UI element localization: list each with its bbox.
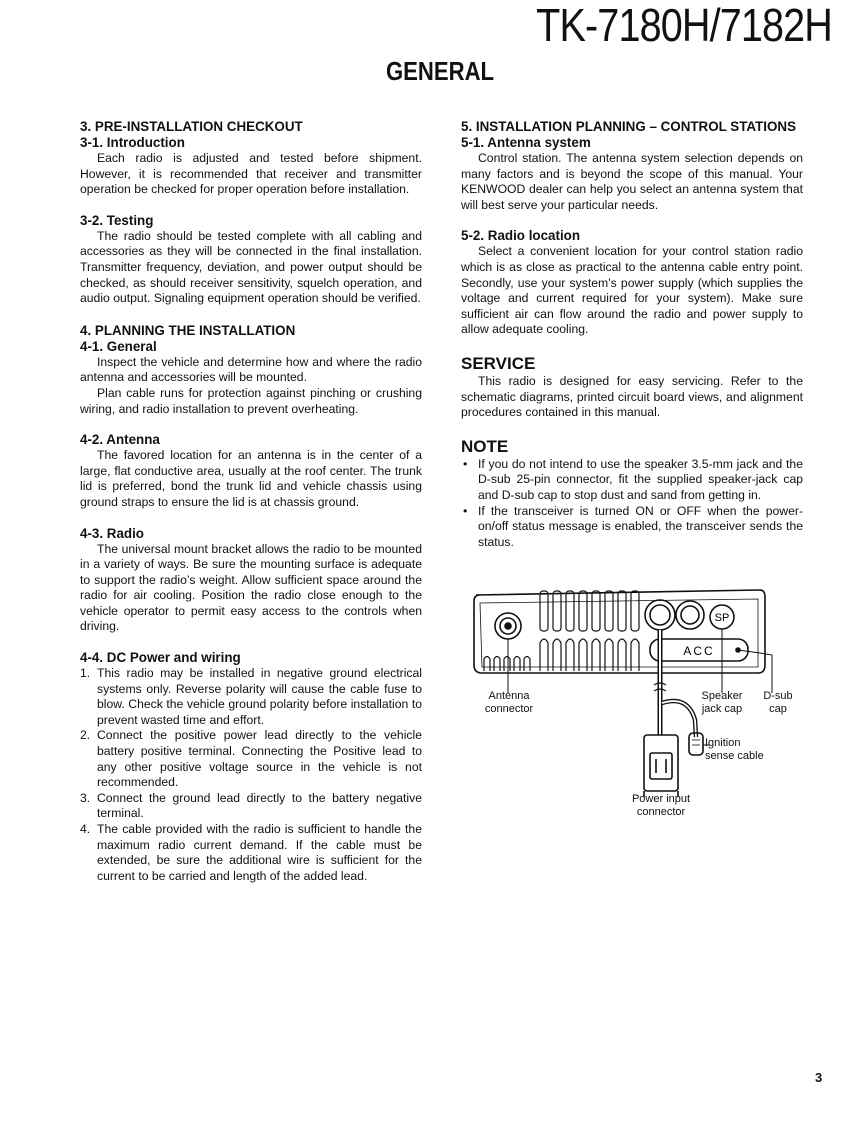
list-text: The cable provided with the radio is sufficient to handle the maximum radio current demand. If the cable must be extended, be sure the additional wire is sufficient for the current to be carried and length of the added lead. xyxy=(97,822,422,883)
list-text: Connect the ground lead directly to the battery negative terminal. xyxy=(97,790,422,821)
heading-service: SERVICE xyxy=(461,353,536,373)
heading-antenna-system: 5-1. Antenna system xyxy=(461,135,591,150)
text-general-1: Inspect the vehicle and determine how and where the radio antenna and accessories will be mounted. xyxy=(80,354,422,385)
rear-panel-diagram xyxy=(460,585,810,825)
text-testing: The radio should be tested complete with all cabling and accessories as they will be connected in the final installation. Transmitter frequency, deviation, and power output should be checked, as should receiver sensitivity, squelch operation, and audio output. Signaling equipment operation should be verified. xyxy=(80,228,422,306)
note-text: If you do not intend to use the speaker 3.5-mm jack and the D-sub 25-pin connector, fit the supplied speaker-jack cap and D-sub cap to stop dust and sand from getting in. xyxy=(478,456,803,502)
bullet-icon: • xyxy=(463,456,468,471)
list-number: 1. xyxy=(80,666,91,681)
note-item xyxy=(461,457,803,504)
sp-label: SP xyxy=(714,612,730,624)
dsub-cap-label: D-sub cap xyxy=(763,690,793,715)
right-column xyxy=(461,118,803,550)
list-item xyxy=(80,666,422,728)
speaker-jack-cap-label: Speaker jack cap xyxy=(701,690,743,715)
heading-antenna: 4-2. Antenna xyxy=(80,432,160,448)
list-item xyxy=(80,822,422,884)
model-title: TK-7180H/7182H xyxy=(536,0,832,51)
heading-general: 4-1. General xyxy=(80,338,157,354)
list-number: 3. xyxy=(80,790,91,805)
left-column xyxy=(80,118,422,884)
note-text: If the transceiver is turned ON or OFF when the power-on/off status message is enabled, the transceiver sends the status. xyxy=(478,503,803,549)
heading-control-stations: 5. INSTALLATION PLANNING – CONTROL STATIONS xyxy=(461,119,797,134)
note-item xyxy=(461,504,803,551)
ignition-sense-cable-label: Ignition sense cable xyxy=(705,737,764,762)
list-item xyxy=(80,728,422,790)
heading-pre-installation: 3. PRE-INSTALLATION CHECKOUT xyxy=(80,119,303,134)
list-number: 2. xyxy=(80,728,91,743)
list-number: 4. xyxy=(80,822,91,836)
text-service: This radio is designed for easy servicing. Refer to the schematic diagrams, printed circuit board views, and alignment procedures contained in this manual. xyxy=(461,373,803,420)
heading-radio-location: 5-2. Radio location xyxy=(461,228,581,244)
text-antenna-system: Control station. The antenna system selection depends on many factors and is beyond the scope of this manual. Your KENWOOD dealer can help you select an antenna system that will best serve your particular needs. xyxy=(461,151,803,212)
section-title: GENERAL xyxy=(385,56,495,86)
acc-label: ACC xyxy=(683,644,715,658)
bullet-icon: • xyxy=(463,503,468,518)
page-number: 3 xyxy=(815,1070,823,1085)
text-introduction: Each radio is adjusted and tested before shipment. However, it is recommended that receiver and transmitter operation be checked for proper operation before installation. xyxy=(80,151,422,197)
text-radio-location: Select a convenient location for your control station radio which is as close as practical to the antenna cable entry point. Secondly, use your system’s power supply (which supplies the voltage and current required for your system). Make sure sufficient air can flow around the radio and power supply to allow adequate cooling. xyxy=(461,244,803,337)
heading-planning: 4. PLANNING THE INSTALLATION xyxy=(80,322,296,338)
heading-testing: 3-2. Testing xyxy=(80,212,154,228)
power-input-connector-label: Power input connector xyxy=(631,793,691,818)
text-radio: The universal mount bracket allows the radio to be mounted in a variety of ways. Be sure the mounting surface is adequate to support the radio’s weight. Allow sufficient space around the radio for air cooling. Position the radio close enough to the vehicle operator to permit easy access to the controls when driving. xyxy=(80,541,422,634)
list-item xyxy=(80,791,422,822)
text-antenna: The favored location for an antenna is in the center of a large, flat conductive area, usually at the roof center. The trunk lid is preferred, bond the trunk lid and vehicle chassis using ground straps to ensure the lid is at chassis ground. xyxy=(80,448,422,509)
list-text: Connect the positive power lead directly to the vehicle battery positive terminal. Connecting the Positive lead to any other positive voltage source in the vehicle is not recommended. xyxy=(97,728,422,790)
note-list xyxy=(461,457,803,551)
heading-introduction: 3-1. Introduction xyxy=(80,135,185,150)
antenna-connector-label: Antenna connector xyxy=(484,690,534,715)
dc-power-list xyxy=(80,666,422,884)
text-general-2: Plan cable runs for protection against pinching or crushing wiring, and radio installation to prevent overheating. xyxy=(80,385,422,416)
heading-radio: 4-3. Radio xyxy=(80,525,144,541)
list-text: This radio may be installed in negative ground electrical systems only. Reverse polarity will cause the cable fuse to blow. Check the vehicle ground polarity before installation to prevent wasted time and effort. xyxy=(97,666,422,727)
heading-note: NOTE xyxy=(461,436,509,456)
heading-dc-power: 4-4. DC Power and wiring xyxy=(80,650,241,666)
